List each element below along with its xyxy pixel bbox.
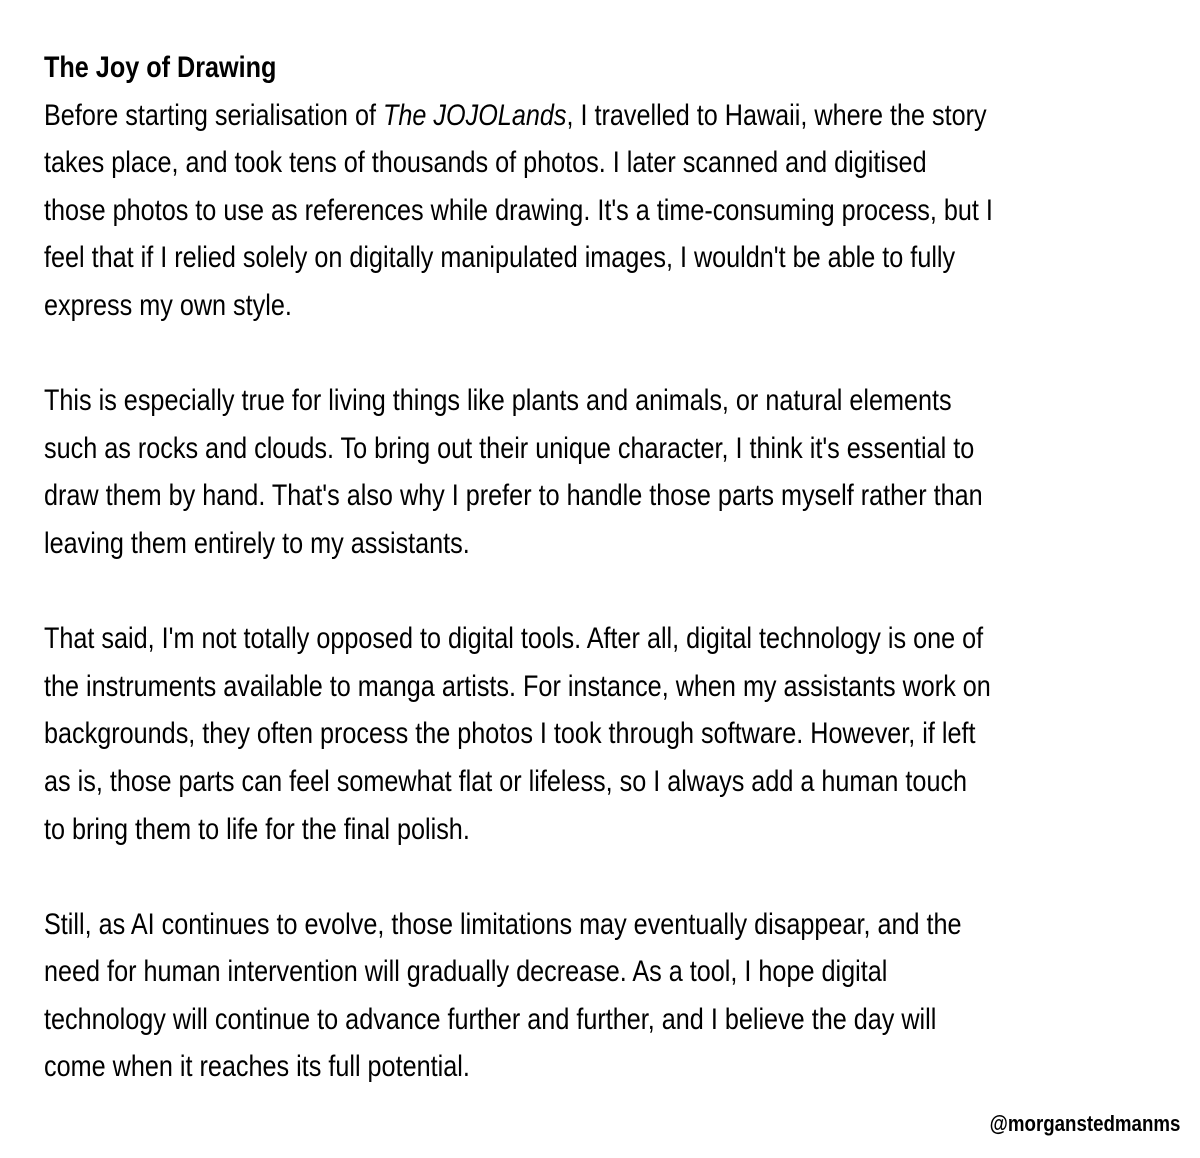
paragraph-gap [44, 853, 993, 901]
paragraph-4: Still, as AI continues to evolve, those limitations may eventually disappear, and the need for human intervention will gradually decrease. As a tool, I hope digital technology will continue to advance further and further, and I believe the day will come when it reaches its full potential. [44, 907, 962, 1084]
author-handle: @morganstedmanms [989, 1111, 1180, 1136]
paragraph-3: That said, I'm not totally opposed to digital tools. After all, digital technology is one of the instruments available to manga artists. For instance, when my assistants work on backgrounds, they often process the photos I took through software. However, if left as is, those parts can feel somewhat flat or lifeless, so I always add a human touch to bring them to life for the final polish. [44, 622, 991, 846]
paragraph-gap [44, 568, 993, 616]
manga-title: The JOJOLands [382, 98, 567, 132]
paragraph-1-rest: , I travelled to Hawaii, where the story takes place, and took tens of thousands of photos. I later scanned and digitised those photos to use as references while drawing. It's a time-consuming process, but I feel that if I relied solely on digitally manipulated images, I wouldn't be able to fully express my own style. [44, 98, 993, 322]
article [44, 44, 993, 1091]
paragraph-1-lead: Before starting serialisation of [44, 98, 383, 132]
paragraph-gap [44, 330, 993, 378]
paragraph-1 [44, 92, 993, 330]
paragraph-2: This is especially true for living things like plants and animals, or natural elements such as rocks and clouds. To bring out their unique character, I think it's essential to draw them by hand. That's also why I prefer to handle those parts myself rather than leaving them entirely to my assistants. [44, 384, 983, 560]
article-title: The Joy of Drawing [44, 51, 277, 84]
